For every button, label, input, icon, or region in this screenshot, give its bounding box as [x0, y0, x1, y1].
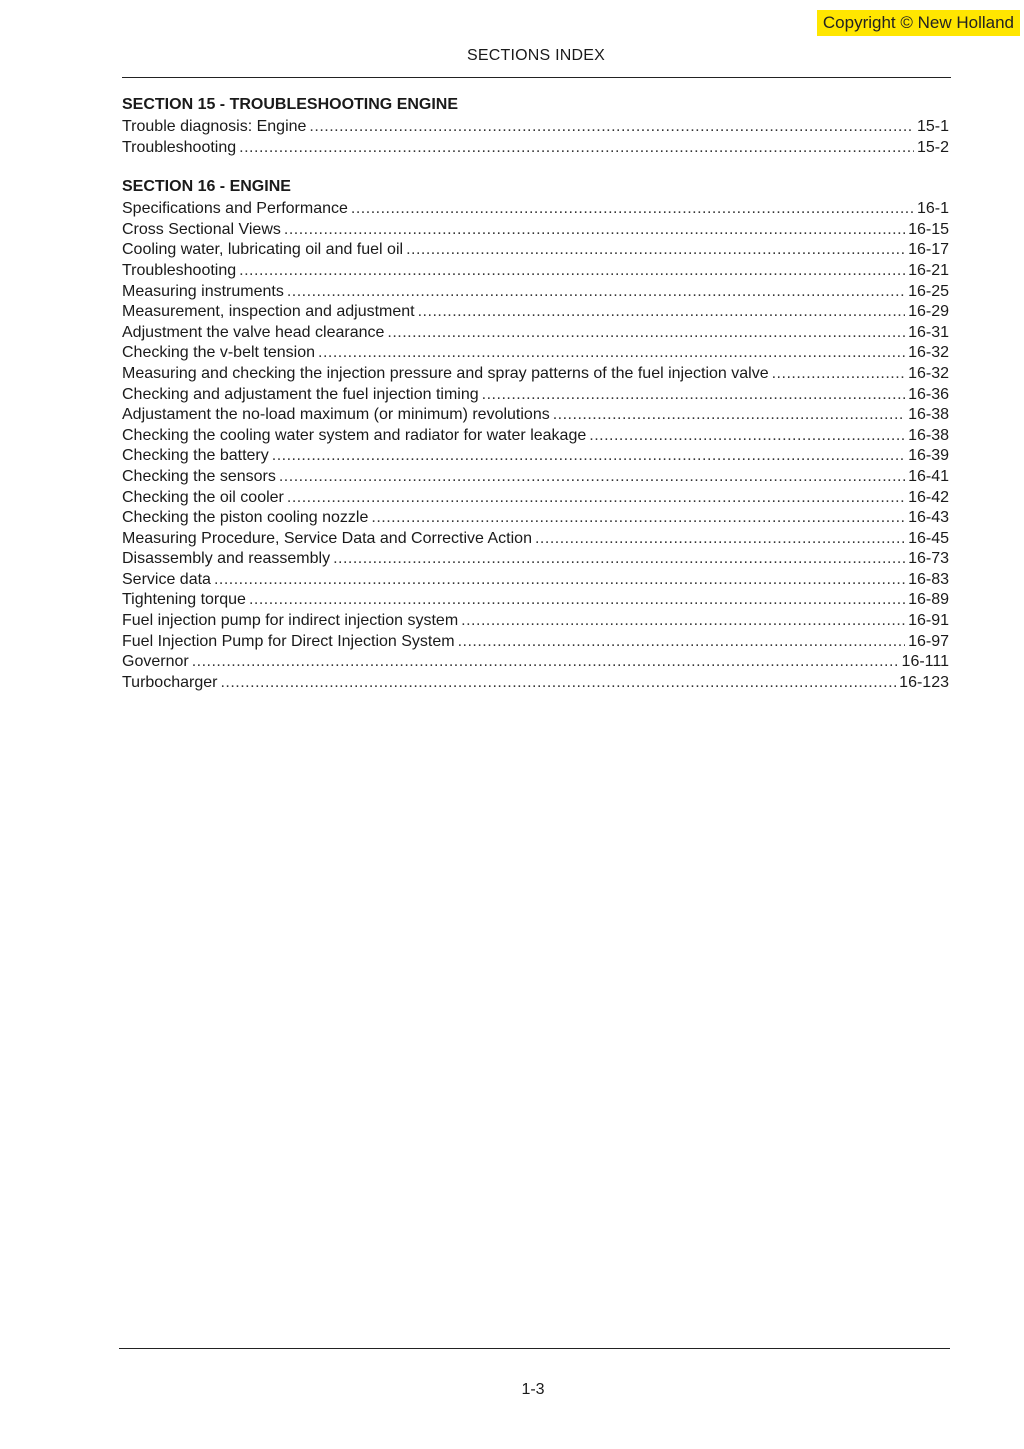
footer-divider	[119, 1348, 950, 1349]
toc-entry-page: 16-39	[908, 447, 949, 465]
dot-leader	[239, 261, 905, 282]
toc-entry-title: Checking the battery	[122, 447, 269, 465]
toc-entry-page: 16-31	[908, 323, 949, 341]
toc-entry[interactable]	[122, 446, 949, 467]
toc-entry-page: 16-38	[908, 406, 949, 424]
toc-entry-page: 16-1	[916, 200, 949, 218]
toc-entry-title: Troubleshooting	[122, 261, 237, 279]
dot-leader	[772, 364, 905, 385]
toc-entry[interactable]	[122, 364, 949, 385]
toc-entry[interactable]	[122, 385, 949, 406]
toc-entry[interactable]	[122, 549, 949, 570]
dot-leader	[287, 282, 905, 303]
toc-entry-page: 15-1	[916, 118, 949, 135]
toc-entry-title: Turbocharger	[122, 673, 218, 691]
dot-leader	[371, 508, 905, 529]
dot-leader	[220, 673, 896, 694]
dot-leader	[589, 426, 905, 447]
toc-entry-page: 16-32	[908, 364, 949, 382]
toc-entry-page: 16-32	[908, 344, 949, 362]
section-15	[122, 96, 949, 158]
toc-entry[interactable]	[122, 590, 949, 611]
toc-entry-title: Measuring Procedure, Service Data and Corrective Action	[122, 529, 532, 547]
toc-entry[interactable]	[122, 426, 949, 447]
toc-entry-page: 16-17	[908, 241, 949, 259]
page-number: 1-3	[521, 1381, 545, 1398]
header-divider	[122, 77, 951, 78]
toc-entry-title: Measurement, inspection and adjustment	[122, 303, 415, 321]
toc-entry-title: Checking the oil cooler	[122, 488, 284, 506]
toc-entry-title: Disassembly and reassembly	[122, 550, 331, 568]
section-16	[122, 178, 949, 693]
toc-entry-page: 16-29	[908, 303, 949, 321]
dot-leader	[461, 611, 905, 632]
toc-entry[interactable]	[122, 261, 949, 282]
dot-leader	[192, 652, 899, 673]
toc-entry-page: 16-15	[908, 220, 949, 238]
toc-entry-title: Checking the v-belt tension	[122, 344, 315, 362]
dot-leader	[284, 220, 905, 241]
toc-entry[interactable]	[122, 611, 949, 632]
toc-entry-title: Cross Sectional Views	[122, 220, 281, 238]
toc-entry-title: Checking the piston cooling nozzle	[122, 509, 369, 527]
dot-leader	[279, 467, 905, 488]
toc-entry-title: Checking and adjustament the fuel injection timing	[122, 385, 479, 403]
copyright-notice: Copyright © New Holland	[817, 10, 1020, 36]
page-title: SECTIONS INDEX	[467, 47, 605, 64]
dot-leader	[351, 199, 914, 220]
dot-leader	[239, 138, 914, 159]
sections-index	[122, 96, 949, 713]
dot-leader	[387, 323, 905, 344]
toc-entry-title: Tightening torque	[122, 591, 246, 609]
dot-leader	[287, 488, 905, 509]
dot-leader	[318, 343, 905, 364]
toc-entry-title: Fuel Injection Pump for Direct Injection System	[122, 632, 455, 650]
toc-entry-page: 16-36	[908, 385, 949, 403]
toc-entry-page: 16-41	[908, 467, 949, 485]
toc-entry[interactable]	[122, 138, 949, 159]
toc-entry-title: Checking the sensors	[122, 467, 276, 485]
toc-entry[interactable]	[122, 405, 949, 426]
toc-entry-title: Adjustment the valve head clearance	[122, 323, 385, 341]
dot-leader	[333, 549, 905, 570]
toc-entry[interactable]	[122, 199, 949, 220]
dot-leader	[309, 117, 914, 138]
toc-entry[interactable]	[122, 302, 949, 323]
toc-entry-title: Governor	[122, 653, 189, 671]
toc-entry-page: 16-43	[908, 509, 949, 527]
toc-entry[interactable]	[122, 652, 949, 673]
toc-entry-page: 16-97	[908, 632, 949, 650]
toc-entry[interactable]	[122, 323, 949, 344]
toc-entry[interactable]	[122, 240, 949, 261]
toc-entry[interactable]	[122, 488, 949, 509]
dot-leader	[214, 570, 905, 591]
dot-leader	[458, 632, 906, 653]
dot-leader	[418, 302, 905, 323]
toc-entry[interactable]	[122, 343, 949, 364]
dot-leader	[272, 446, 905, 467]
toc-entry-page: 15-2	[916, 138, 949, 156]
toc-entry-page: 16-42	[908, 488, 949, 506]
toc-entry-page: 16-38	[908, 426, 949, 444]
toc-entry-page: 16-89	[908, 591, 949, 609]
toc-entry-title: Fuel injection pump for indirect injection system	[122, 612, 459, 630]
dot-leader	[535, 529, 905, 550]
dot-leader	[482, 385, 905, 406]
toc-entry[interactable]	[122, 467, 949, 488]
toc-entry-page: 16-21	[908, 261, 949, 279]
toc-entry-page: 16-45	[908, 529, 949, 547]
toc-entry-page: 16-123	[899, 673, 949, 691]
toc-entry-title: Measuring instruments	[122, 282, 284, 300]
toc-entry-title: Specifications and Performance	[122, 200, 348, 218]
toc-entry[interactable]	[122, 632, 949, 653]
toc-entry[interactable]	[122, 117, 949, 138]
toc-entry[interactable]	[122, 282, 949, 303]
toc-entry-title: Service data	[122, 570, 211, 588]
toc-entry[interactable]	[122, 570, 949, 591]
toc-entry-page: 16-73	[908, 550, 949, 568]
toc-entry-title: Measuring and checking the injection pressure and spray patterns of the fuel injection valve	[122, 364, 769, 382]
toc-entry-page: 16-91	[908, 612, 949, 630]
toc-entry[interactable]	[122, 529, 949, 550]
toc-entry-title: Troubleshooting	[122, 138, 237, 156]
dot-leader	[249, 590, 905, 611]
section-title: SECTION 16 - ENGINE	[122, 178, 291, 196]
toc-entry-title: Adjustament the no-load maximum (or minimum) revolutions	[122, 406, 550, 424]
toc-entry-title: Cooling water, lubricating oil and fuel oil	[122, 241, 404, 259]
dot-leader	[406, 240, 905, 261]
toc-entry-title: Checking the cooling water system and radiator for water leakage	[122, 426, 587, 444]
toc-entry[interactable]	[122, 673, 949, 694]
toc-entry-title: Trouble diagnosis: Engine	[122, 118, 307, 135]
section-title: SECTION 15 - TROUBLESHOOTING ENGINE	[122, 96, 459, 113]
toc-entry[interactable]	[122, 508, 949, 529]
toc-entry-page: 16-83	[908, 570, 949, 588]
dot-leader	[553, 405, 905, 426]
toc-entry-page: 16-111	[901, 653, 949, 671]
toc-entry-page: 16-25	[908, 282, 949, 300]
toc-entry[interactable]	[122, 220, 949, 241]
